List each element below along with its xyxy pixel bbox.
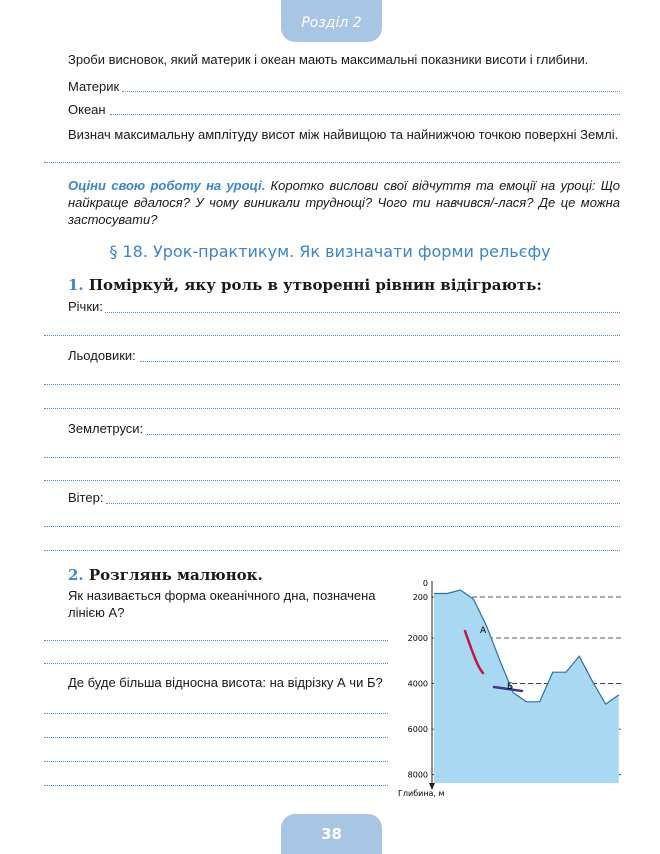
self-assessment: [68, 177, 620, 228]
answer-line[interactable]: [44, 335, 620, 336]
continent-label: Материк: [68, 79, 120, 94]
task1-number: 1.: [68, 276, 84, 294]
ocean-label: Океан: [68, 102, 106, 117]
task1-heading: [68, 276, 542, 294]
depth-tick-label: 8000: [407, 770, 428, 780]
answer-line[interactable]: [44, 550, 620, 551]
task1-item-rivers: Річки:: [68, 299, 103, 314]
ocean-answer-line[interactable]: [110, 114, 620, 115]
conclusion-prompt: Зроби висновок, який материк і океан мають максимальні показники висоти і глибини.: [68, 52, 589, 67]
answer-line[interactable]: [44, 457, 620, 458]
section-tab: Розділ 2: [281, 0, 382, 42]
answer-line[interactable]: [44, 480, 620, 481]
answer-line[interactable]: [105, 312, 620, 313]
answer-line[interactable]: [44, 526, 620, 527]
answer-line[interactable]: [147, 434, 620, 435]
task2-heading: [68, 566, 263, 584]
continent-answer-line[interactable]: [122, 91, 620, 92]
water-area: [434, 590, 619, 783]
depth-tick-label: 0: [422, 579, 428, 588]
answer-line[interactable]: [44, 384, 620, 385]
task2-question1: Як називається форма океанічного дна, позначена лінією А?: [68, 588, 376, 620]
self-assessment-highlight: Оціни свою роботу на уроці.: [68, 178, 266, 193]
ocean-floor-profile-chart: [390, 573, 630, 799]
section-title: § 18. Урок-практикум. Як визначати форми рельєфу: [109, 242, 551, 261]
amplitude-answer-line[interactable]: [44, 162, 620, 163]
task2-number: 2.: [68, 566, 84, 584]
answer-line[interactable]: [44, 785, 388, 786]
task1-item-glaciers: Льодовики:: [68, 348, 136, 363]
depth-tick-label: 6000: [407, 725, 428, 735]
label-b: Б: [507, 682, 514, 692]
answer-line[interactable]: [44, 737, 388, 738]
task1-item-earthquakes: Землетруси:: [68, 421, 144, 436]
depth-axis-label: Глибина, м: [398, 789, 445, 798]
depth-tick-labels: [408, 579, 428, 780]
depth-tick-label: 2000: [407, 634, 428, 643]
amplitude-prompt: Визнач максимальну амплітуду висот між найвищою та найнижчою точкою поверхні Землі.: [68, 127, 619, 142]
task2-question2: Де буде більша відносна висота: на відрізку А чи Б?: [68, 675, 383, 690]
task1-title: Поміркуй, яку роль в утворенні рівнин відіграють:: [83, 276, 542, 294]
depth-tick-label: 4000: [407, 679, 428, 689]
answer-line[interactable]: [44, 713, 388, 714]
task1-item-wind: Вітер:: [68, 490, 104, 505]
task2-title: Розглянь малюнок.: [83, 566, 263, 584]
answer-line[interactable]: [44, 761, 388, 762]
page-number: 38: [281, 814, 382, 854]
self-assessment-text: Коротко вислови свої відчуття та емоції на уроці: Що найкраще вдалося? У чому виникали труднощі? Чого ти навчився/-лася? Де це можна застосувати?: [68, 178, 620, 227]
depth-tick-label: 200: [412, 593, 428, 602]
answer-line[interactable]: [44, 640, 388, 641]
answer-line[interactable]: [44, 663, 388, 664]
label-a: А: [480, 626, 487, 636]
answer-line[interactable]: [44, 408, 620, 409]
answer-line[interactable]: [140, 361, 620, 362]
answer-line[interactable]: [106, 503, 620, 504]
